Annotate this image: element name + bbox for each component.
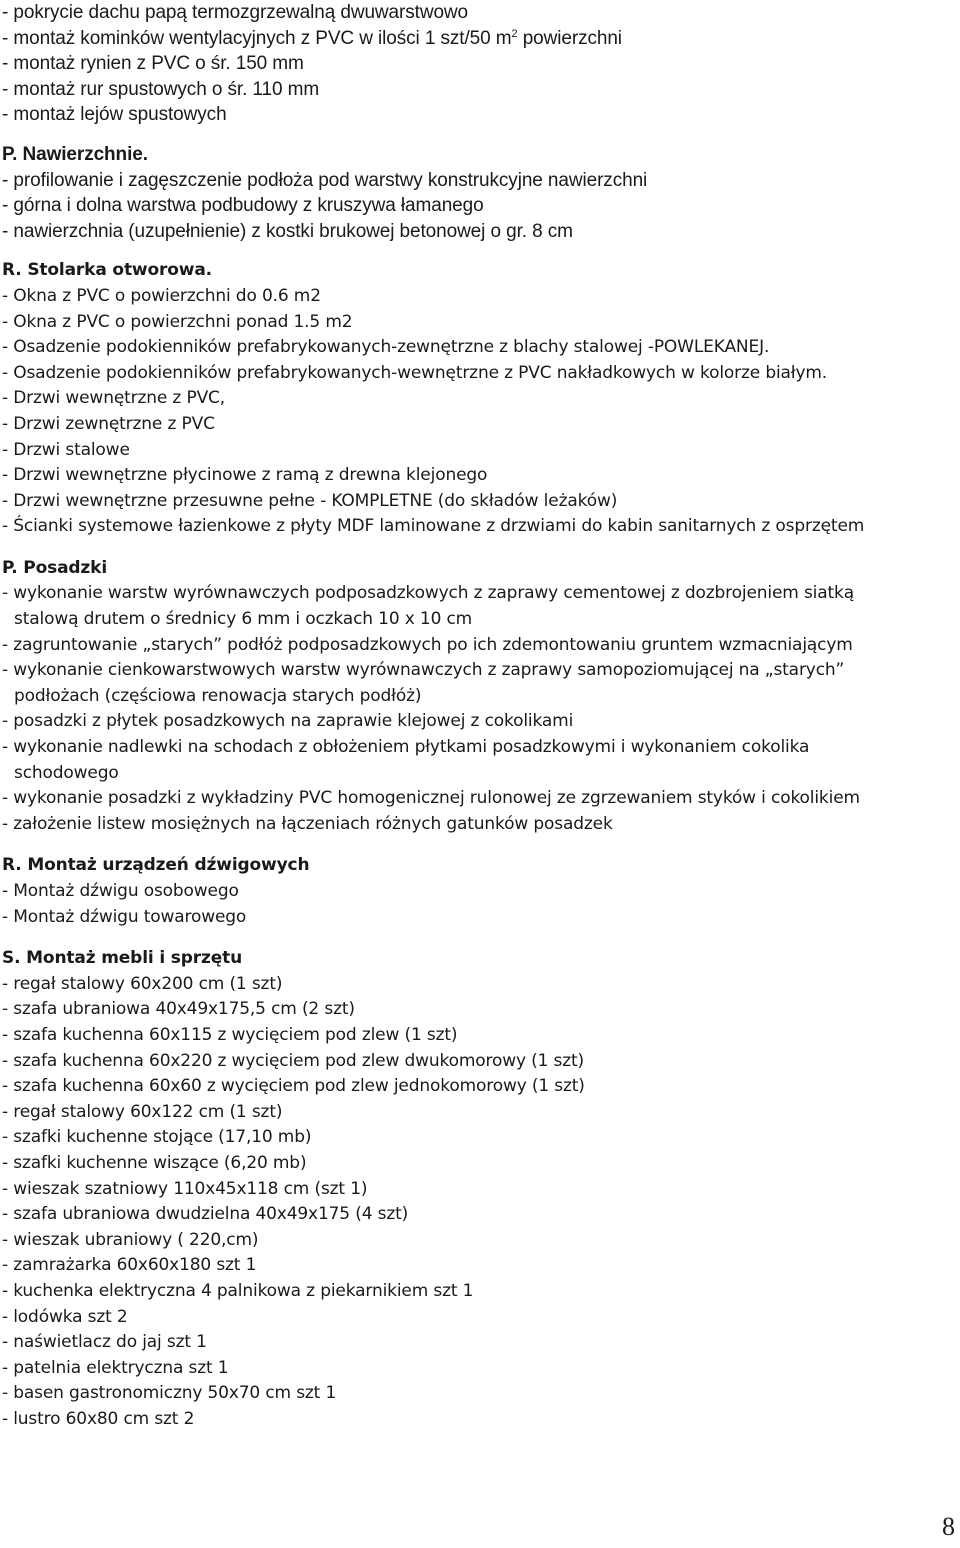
list-item: - regał stalowy 60x200 cm (1 szt) [2, 973, 283, 994]
section-heading: S. Montaż mebli i sprzętu [2, 948, 243, 969]
list-item: - Drzwi zewnętrzne z PVC [2, 413, 215, 434]
list-item: - lodówka szt 2 [2, 1306, 128, 1327]
list-item: - wieszak szatniowy 110x45x118 cm (szt 1) [2, 1178, 368, 1199]
document-page [2, 0, 958, 1432]
list-item: - profilowanie i zagęszczenie podłoża pod warstwy konstrukcyjne nawierzchni [2, 169, 648, 191]
list-item: - szafa kuchenna 60x115 z wycięciem pod zlew (1 szt) [2, 1024, 458, 1045]
section-heading: R. Montaż urządzeń dźwigowych [2, 855, 310, 876]
list-item: - szafa ubraniowa 40x49x175,5 cm (2 szt) [2, 999, 355, 1020]
list-item [2, 26, 958, 52]
list-item: - regał stalowy 60x122 cm (1 szt) [2, 1101, 283, 1122]
list-item: - nawierzchnia (uzupełnienie) z kostki brukowej betonowej o gr. 8 cm [2, 220, 573, 242]
list-item: - szafa kuchenna 60x220 z wycięciem pod zlew dwukomorowy (1 szt) [2, 1050, 585, 1071]
list-item: - zamrażarka 60x60x180 szt 1 [2, 1255, 257, 1276]
list-item: - wykonanie nadlewki na schodach z obłożeniem płytkami posadzkowymi i wykonaniem cokolika [2, 737, 810, 758]
list-item: - szafa kuchenna 60x60 z wycięciem pod zlew jednokomorowy (1 szt) [2, 1076, 585, 1097]
section-heading: P. Nawierzchnie. [2, 143, 148, 165]
list-item: - Okna z PVC o powierzchni ponad 1.5 m2 [2, 311, 353, 332]
list-item: - Montaż dźwigu osobowego [2, 881, 239, 901]
list-item: - Drzwi wewnętrzne z PVC, [2, 388, 226, 409]
list-item-suffix: powierzchni [517, 27, 622, 49]
list-item: - kuchenka elektryczna 4 palnikowa z piekarnikiem szt 1 [2, 1280, 474, 1301]
list-item: - szafa ubraniowa dwudzielna 40x49x175 (4 szt) [2, 1204, 409, 1225]
list-item: - pokrycie dachu papą termozgrzewalną dwuwarstwowo [2, 2, 469, 23]
page-number: 8 [942, 1512, 955, 1541]
list-item-continuation: stalową drutem o średnicy 6 mm i oczkach 10 x 10 cm [14, 609, 473, 630]
list-item: - montaż lejów spustowych [2, 104, 227, 126]
list-item-text: - montaż kominków wentylacyjnych z PVC w ilości 1 szt/50 m [2, 27, 512, 49]
superscript: 2 [511, 27, 518, 40]
list-item-continuation: podłożach (częściowa renowacja starych podłóż) [14, 685, 422, 706]
list-item-continuation: schodowego [14, 762, 119, 783]
list-item: - lustro 60x80 cm szt 2 [2, 1408, 195, 1429]
list-item: - Osadzenie podokienników prefabrykowanych-zewnętrzne z blachy stalowej -POWLEKANEJ. [2, 337, 770, 358]
list-item: - zagruntowanie „starych” podłóż podposadzkowych po ich zdemontowaniu gruntem wzmacniającym [2, 634, 853, 655]
list-item: - szafki kuchenne wiszące (6,20 mb) [2, 1152, 307, 1173]
list-item: - wykonanie posadzki z wykładziny PVC homogenicznej rulonowej ze zgrzewaniem styków i cokolikiem [2, 788, 860, 809]
section-heading: R. Stolarka otworowa. [2, 260, 212, 281]
list-item: - naświetlacz do jaj szt 1 [2, 1332, 207, 1353]
list-item: - montaż rur spustowych o śr. 110 mm [2, 78, 320, 100]
list-item: - górna i dolna warstwa podbudowy z kruszywa łamanego [2, 195, 484, 217]
list-item: - montaż rynien z PVC o śr. 150 mm [2, 53, 304, 75]
list-item: - Drzwi wewnętrzne płycinowe z ramą z drewna klejonego [2, 465, 488, 486]
list-item: - Ścianki systemowe łazienkowe z płyty MDF laminowane z drzwiami do kabin sanitarnych z osprzętem [2, 516, 865, 537]
list-item: - wykonanie warstw wyrównawczych podposadzkowych z zaprawy cementowej z dozbrojeniem siatką [2, 583, 854, 604]
list-item: - wykonanie cienkowarstwowych warstw wyrównawczych z zaprawy samopoziomującej na „starych” [2, 660, 845, 681]
list-item: - Drzwi stalowe [2, 439, 130, 460]
list-item: - Osadzenie podokienników prefabrykowanych-wewnętrzne z PVC nakładkowych w kolorze białym. [2, 362, 828, 383]
list-item: - patelnia elektryczna szt 1 [2, 1357, 229, 1378]
section-heading: P. Posadzki [2, 557, 107, 578]
list-item: - Montaż dźwigu towarowego [2, 906, 247, 927]
list-item: - założenie listew mosiężnych na łączeniach różnych gatunków posadzek [2, 813, 613, 834]
list-item: - szafki kuchenne stojące (17,10 mb) [2, 1127, 312, 1148]
list-item: - posadzki z płytek posadzkowych na zaprawie klejowej z cokolikami [2, 711, 574, 732]
list-item: - Drzwi wewnętrzne przesuwne pełne - KOMPLETNE (do składów leżaków) [2, 490, 618, 511]
list-item: - basen gastronomiczny 50x70 cm szt 1 [2, 1383, 337, 1404]
list-item: - wieszak ubraniowy ( 220,cm) [2, 1229, 259, 1250]
list-item: - Okna z PVC o powierzchni do 0.6 m2 [2, 285, 321, 306]
